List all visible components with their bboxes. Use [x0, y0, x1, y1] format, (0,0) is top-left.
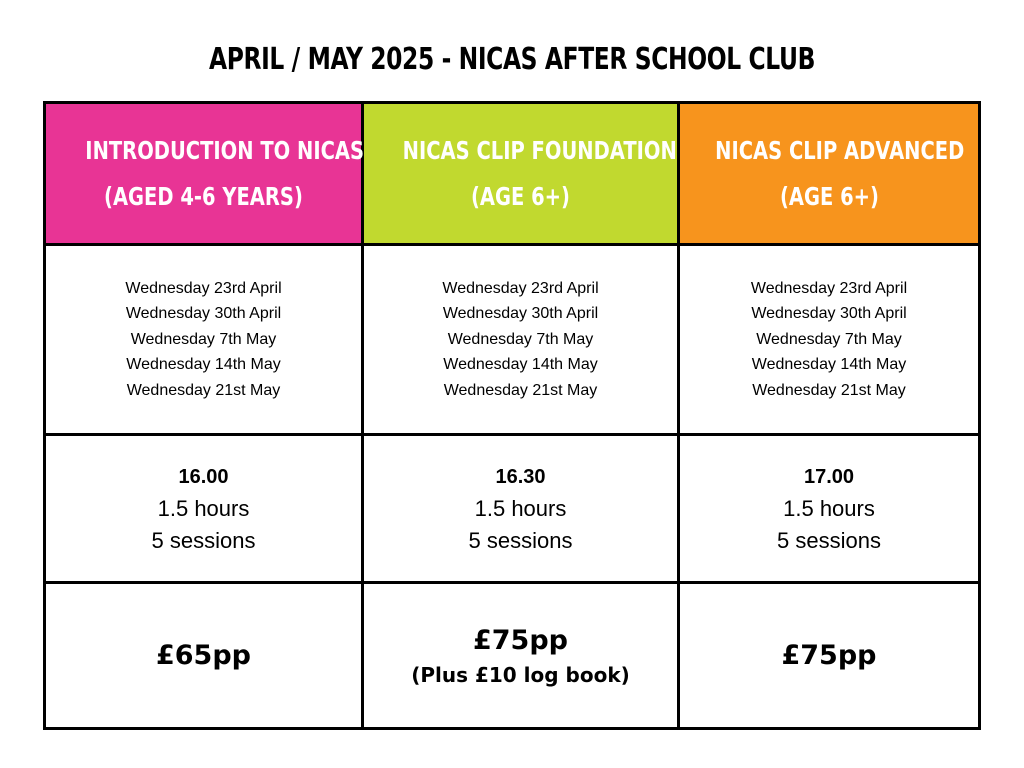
- dates-cell: [45, 245, 363, 435]
- price-amount: £75pp: [781, 639, 877, 671]
- price-amount: £65pp: [155, 639, 251, 671]
- times-cell: [363, 435, 679, 583]
- header-title: NICAS CLIP ADVANCED: [715, 135, 965, 165]
- date-item: Wednesday 30th April: [751, 305, 907, 323]
- date-item: Wednesday 14th May: [443, 356, 598, 374]
- duration: 1.5 hours: [783, 495, 875, 521]
- dates-cell: [363, 245, 679, 435]
- price-cell: [679, 583, 980, 729]
- times-cell: [45, 435, 363, 583]
- duration: 1.5 hours: [157, 495, 250, 521]
- date-item: Wednesday 23rd April: [442, 279, 599, 297]
- price-amount: £75pp: [472, 624, 568, 656]
- date-item: Wednesday 14th May: [126, 356, 281, 374]
- date-item: Wednesday 23rd April: [125, 279, 282, 297]
- start-time: 16.00: [178, 465, 229, 488]
- header-introduction-to-nicas: [45, 103, 363, 245]
- header-title: NICAS CLIP FOUNDATION: [402, 135, 677, 165]
- date-item: Wednesday 21st May: [752, 381, 906, 399]
- date-item: Wednesday 7th May: [130, 330, 277, 348]
- session-count: 5 sessions: [468, 527, 573, 553]
- dates-row: [45, 245, 980, 435]
- session-count: 5 sessions: [777, 527, 881, 553]
- header-age: (AGE 6+): [471, 181, 570, 211]
- header-title: INTRODUCTION TO NICAS: [85, 135, 365, 165]
- start-time: 16.30: [495, 465, 546, 488]
- header-row: [45, 103, 980, 245]
- date-item: Wednesday 21st May: [443, 381, 598, 399]
- header-age: (AGE 6+): [779, 181, 879, 211]
- header-nicas-clip-foundation: [363, 103, 679, 245]
- date-item: Wednesday 14th May: [751, 356, 907, 374]
- page-title: APRIL / MAY 2025 - NICAS AFTER SCHOOL CLUB: [208, 42, 816, 77]
- times-cell: [679, 435, 980, 583]
- date-item: Wednesday 7th May: [447, 330, 594, 348]
- date-item: Wednesday 23rd April: [750, 279, 908, 297]
- dates-cell: [679, 245, 980, 435]
- session-count: 5 sessions: [151, 527, 256, 553]
- price-row: [45, 583, 980, 729]
- price-note: (Plus £10 log book): [411, 662, 630, 687]
- date-item: Wednesday 30th April: [442, 305, 599, 323]
- price-cell: [363, 583, 679, 729]
- date-item: Wednesday 7th May: [756, 330, 902, 348]
- date-item: Wednesday 30th April: [125, 305, 282, 323]
- duration: 1.5 hours: [474, 495, 567, 521]
- start-time: 17.00: [803, 465, 855, 488]
- price-cell: [45, 583, 363, 729]
- header-age: (AGED 4-6 YEARS): [104, 181, 303, 211]
- header-nicas-clip-advanced: [679, 103, 980, 245]
- times-row: [45, 435, 980, 583]
- schedule-table: [43, 101, 981, 730]
- date-item: Wednesday 21st May: [126, 381, 281, 399]
